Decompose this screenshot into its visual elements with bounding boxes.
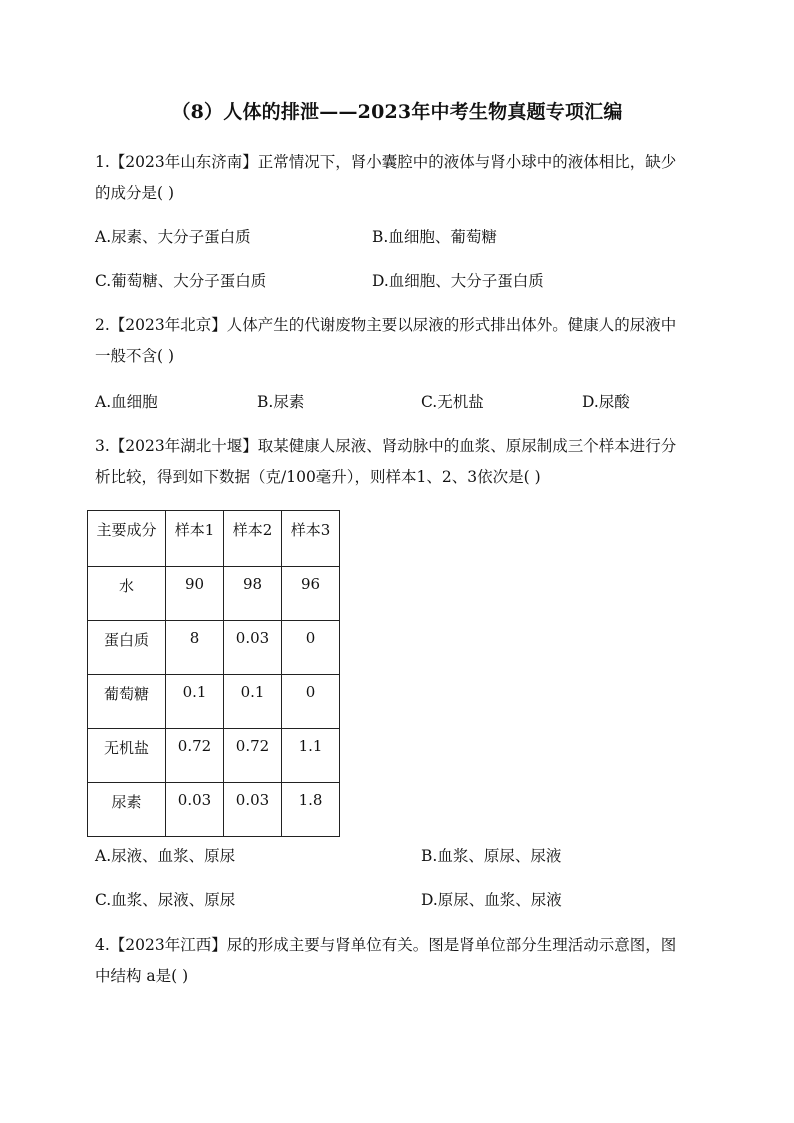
question-2-option-c: C.无机盐	[421, 393, 484, 411]
table-row	[88, 567, 340, 621]
question-4-stem-line-1: 4.【2023年江西】尿的形成主要与肾单位有关。图是肾单位部分生理活动示意图，图	[95, 936, 677, 954]
question-1-option-b: B.血细胞、葡萄糖	[372, 228, 497, 246]
question-3-option-a: A.尿液、血浆、原尿	[95, 847, 236, 865]
question-3-stem-line-2: 析比较，得到如下数据（克/100毫升），则样本1、2、3依次是( )	[95, 468, 541, 486]
sample-data-table	[87, 510, 340, 837]
question-2-option-a: A.血细胞	[95, 393, 158, 411]
question-2-stem-line-1: 2.【2023年北京】人体产生的代谢废物主要以尿液的形式排出体外。健康人的尿液中	[95, 316, 677, 334]
table-row	[88, 621, 340, 675]
table-cell: 0	[282, 675, 340, 729]
question-1-option-d: D.血细胞、大分子蛋白质	[372, 272, 544, 290]
question-3-stem-line-1: 3.【2023年湖北十堰】取某健康人尿液、肾动脉中的血浆、原尿制成三个样本进行分	[95, 437, 677, 455]
table-cell: 0.1	[166, 675, 224, 729]
table-cell: 水	[88, 567, 166, 621]
table-cell: 0.03	[224, 621, 282, 675]
table-row	[88, 729, 340, 783]
table-cell: 蛋白质	[88, 621, 166, 675]
table-header-cell: 样本1	[166, 511, 224, 567]
question-1-stem-line-1: 1.【2023年山东济南】正常情况下，肾小囊腔中的液体与肾小球中的液体相比，缺少	[95, 153, 677, 171]
table-header-cell: 主要成分	[88, 511, 166, 567]
table-cell: 0.03	[166, 783, 224, 837]
table-cell: 90	[166, 567, 224, 621]
question-4-stem-line-2: 中结构 a是( )	[95, 967, 189, 985]
table-cell: 1.1	[282, 729, 340, 783]
table-cell: 0.1	[224, 675, 282, 729]
table-cell: 0.72	[224, 729, 282, 783]
table-cell: 1.8	[282, 783, 340, 837]
table-header-cell: 样本2	[224, 511, 282, 567]
table-row	[88, 675, 340, 729]
table-cell: 尿素	[88, 783, 166, 837]
page-title: （8）人体的排泄——2023年中考生物真题专项汇编	[171, 101, 623, 123]
table-row	[88, 783, 340, 837]
question-3-option-d: D.原尿、血浆、尿液	[421, 891, 562, 909]
question-1-option-c: C.葡萄糖、大分子蛋白质	[95, 272, 267, 290]
question-3-option-c: C.血浆、尿液、原尿	[95, 891, 236, 909]
table-cell: 96	[282, 567, 340, 621]
table-cell: 葡萄糖	[88, 675, 166, 729]
table-header-row	[88, 511, 340, 567]
table-cell: 0	[282, 621, 340, 675]
table-header-cell: 样本3	[282, 511, 340, 567]
question-1-stem-line-2: 的成分是( )	[95, 184, 175, 202]
question-2-option-b: B.尿素	[257, 393, 305, 411]
table-cell: 0.72	[166, 729, 224, 783]
question-2-stem-line-2: 一般不含( )	[95, 347, 175, 365]
table-cell: 无机盐	[88, 729, 166, 783]
table-cell: 98	[224, 567, 282, 621]
question-1-option-a: A.尿素、大分子蛋白质	[95, 228, 251, 246]
table-cell: 0.03	[224, 783, 282, 837]
question-2-option-d: D.尿酸	[582, 393, 630, 411]
table-cell: 8	[166, 621, 224, 675]
question-3-option-b: B.血浆、原尿、尿液	[421, 847, 562, 865]
